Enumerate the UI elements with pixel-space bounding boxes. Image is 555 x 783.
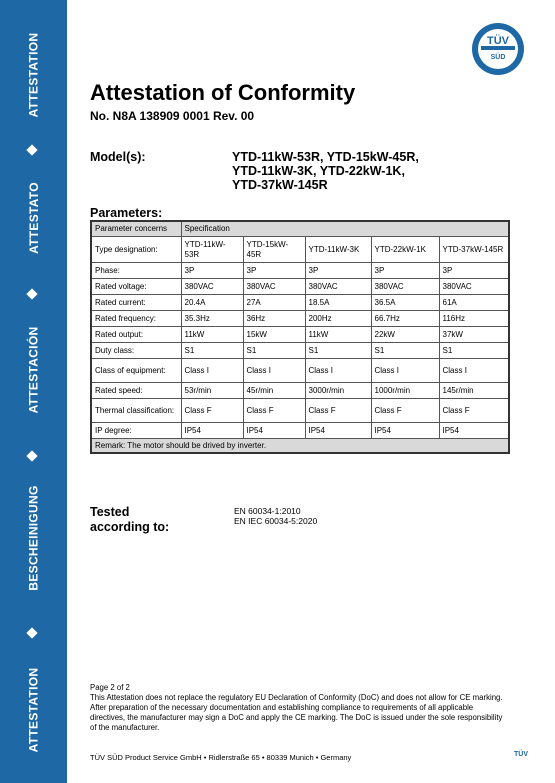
table-cell: 36.5A xyxy=(371,295,439,311)
table-cell: Class F xyxy=(181,399,243,423)
row-label: Duty class: xyxy=(91,343,181,359)
svg-text:TÜV: TÜV xyxy=(487,35,509,47)
table-cell: IP54 xyxy=(439,423,509,439)
table-cell: S1 xyxy=(305,343,371,359)
table-header-row xyxy=(91,221,509,237)
table-cell: 200Hz xyxy=(305,311,371,327)
table-cell: 3P xyxy=(305,263,371,279)
sidebar-band xyxy=(0,0,67,783)
table-cell: 61A xyxy=(439,295,509,311)
table-row xyxy=(91,311,509,327)
models-list xyxy=(232,150,419,192)
sidebar-word-5: ATTESTATION xyxy=(26,667,41,753)
sidebar-word-4: BESCHEINIGUNG xyxy=(26,484,41,591)
footer-text xyxy=(90,683,510,733)
table-row xyxy=(91,423,509,439)
table-cell: YTD-11kW-53R xyxy=(181,237,243,263)
table-cell: 3000r/min xyxy=(305,383,371,399)
table-cell: IP54 xyxy=(243,423,305,439)
table-cell: 45r/min xyxy=(243,383,305,399)
row-label: Rated voltage: xyxy=(91,279,181,295)
remark-text: Remark: The motor should be drived by inverter. xyxy=(91,439,509,454)
diamond-icon xyxy=(26,144,37,155)
table-cell: 380VAC xyxy=(243,279,305,295)
table-row xyxy=(91,295,509,311)
model-line: YTD-37kW-145R xyxy=(232,178,328,192)
table-cell: IP54 xyxy=(371,423,439,439)
models-label: Model(s): xyxy=(90,150,146,164)
table-cell: 116Hz xyxy=(439,311,509,327)
table-cell: Class F xyxy=(371,399,439,423)
company-address: TÜV SÜD Product Service GmbH • Ridlerstraße 65 • 80339 Munich • Germany xyxy=(90,753,352,762)
row-label: IP degree: xyxy=(91,423,181,439)
standard-item: EN 60034-1:2010 xyxy=(234,506,301,516)
diamond-icon xyxy=(26,627,37,638)
svg-text:SÜD: SÜD xyxy=(490,54,506,61)
table-row xyxy=(91,237,509,263)
standard-item: EN IEC 60034-5:2020 xyxy=(234,516,318,526)
table-cell: Class I xyxy=(181,359,243,383)
table-cell: 53r/min xyxy=(181,383,243,399)
row-label: Phase: xyxy=(91,263,181,279)
table-cell: 15kW xyxy=(243,327,305,343)
table-cell: S1 xyxy=(439,343,509,359)
header-cell: Specification xyxy=(181,221,509,237)
diamond-icon xyxy=(26,450,37,461)
table-row xyxy=(91,343,509,359)
table-cell: 380VAC xyxy=(305,279,371,295)
tested-label-line: Tested xyxy=(90,505,130,519)
table-cell: 35.3Hz xyxy=(181,311,243,327)
table-row xyxy=(91,383,509,399)
table-cell: Class F xyxy=(439,399,509,423)
table-cell: 380VAC xyxy=(439,279,509,295)
table-cell: IP54 xyxy=(305,423,371,439)
table-cell: 3P xyxy=(439,263,509,279)
parameters-label: Parameters: xyxy=(90,206,163,220)
table-cell: 11kW xyxy=(181,327,243,343)
model-line: YTD-11kW-53R, YTD-15kW-45R, xyxy=(232,150,419,164)
table-row xyxy=(91,399,509,423)
table-cell: 20.4A xyxy=(181,295,243,311)
row-label: Rated current: xyxy=(91,295,181,311)
table-cell: 27A xyxy=(243,295,305,311)
table-cell: YTD-15kW-45R xyxy=(243,237,305,263)
table-row xyxy=(91,327,509,343)
table-cell: IP54 xyxy=(181,423,243,439)
table-cell: 380VAC xyxy=(181,279,243,295)
table-cell: 380VAC xyxy=(371,279,439,295)
table-cell: Class F xyxy=(305,399,371,423)
header-cell: Parameter concerns xyxy=(91,221,181,237)
table-cell: YTD-37kW-145R xyxy=(439,237,509,263)
table-row xyxy=(91,279,509,295)
tested-label xyxy=(90,505,169,535)
sidebar-word-3: ATTESTACIÓN xyxy=(26,326,41,414)
sidebar-word-1: ATTESTATION xyxy=(26,32,41,118)
table-cell: 1000r/min xyxy=(371,383,439,399)
tuv-sud-logo xyxy=(471,22,525,76)
table-cell: Class F xyxy=(243,399,305,423)
table-cell: Class I xyxy=(243,359,305,383)
table-cell: YTD-22kW-1K xyxy=(371,237,439,263)
sidebar-word-2: ATTESTATO xyxy=(26,181,41,254)
table-row xyxy=(91,263,509,279)
table-cell: 66.7Hz xyxy=(371,311,439,327)
table-cell: 3P xyxy=(371,263,439,279)
document-number: No. N8A 138909 0001 Rev. 00 xyxy=(90,109,255,123)
table-row xyxy=(91,359,509,383)
remark-row xyxy=(91,439,509,454)
tested-label-line: according to: xyxy=(90,520,170,534)
table-cell: S1 xyxy=(181,343,243,359)
table-cell: YTD-11kW-3K xyxy=(305,237,371,263)
parameters-table xyxy=(90,220,510,454)
row-label: Thermal classification: xyxy=(91,399,181,423)
table-cell: 3P xyxy=(243,263,305,279)
table-cell: 145r/min xyxy=(439,383,509,399)
standards-list xyxy=(234,506,317,526)
page-number: Page 2 of 2 xyxy=(90,683,130,692)
table-cell: 18.5A xyxy=(305,295,371,311)
table-cell: Class I xyxy=(371,359,439,383)
table-cell: Class I xyxy=(305,359,371,383)
diamond-icon xyxy=(26,288,37,299)
table-cell: 22kW xyxy=(371,327,439,343)
table-cell: 37kW xyxy=(439,327,509,343)
table-cell: 3P xyxy=(181,263,243,279)
disclaimer-text: This Attestation does not replace the regulatory EU Declaration of Conformity (DoC) and does not allow for CE marking. After preparation of the necessary documentation and establishing compliance to requirements of all applicable directives, the manufacturer may sign a DoC and apply the CE marking. The DoC is issued under the sole responsibility of the manufacturer. xyxy=(90,693,503,732)
document-title: Attestation of Conformity xyxy=(90,80,356,105)
model-line: YTD-11kW-3K, YTD-22kW-1K, xyxy=(232,164,405,178)
row-label: Class of equipment: xyxy=(91,359,181,383)
table-cell: 36Hz xyxy=(243,311,305,327)
tuv-mini-logo: TÜV xyxy=(514,751,528,758)
row-label: Rated frequency: xyxy=(91,311,181,327)
row-label: Rated output: xyxy=(91,327,181,343)
table-cell: S1 xyxy=(243,343,305,359)
table-cell: S1 xyxy=(371,343,439,359)
table-cell: Class I xyxy=(439,359,509,383)
row-label: Rated speed: xyxy=(91,383,181,399)
table-cell: 11kW xyxy=(305,327,371,343)
row-label: Type designation: xyxy=(91,237,181,263)
